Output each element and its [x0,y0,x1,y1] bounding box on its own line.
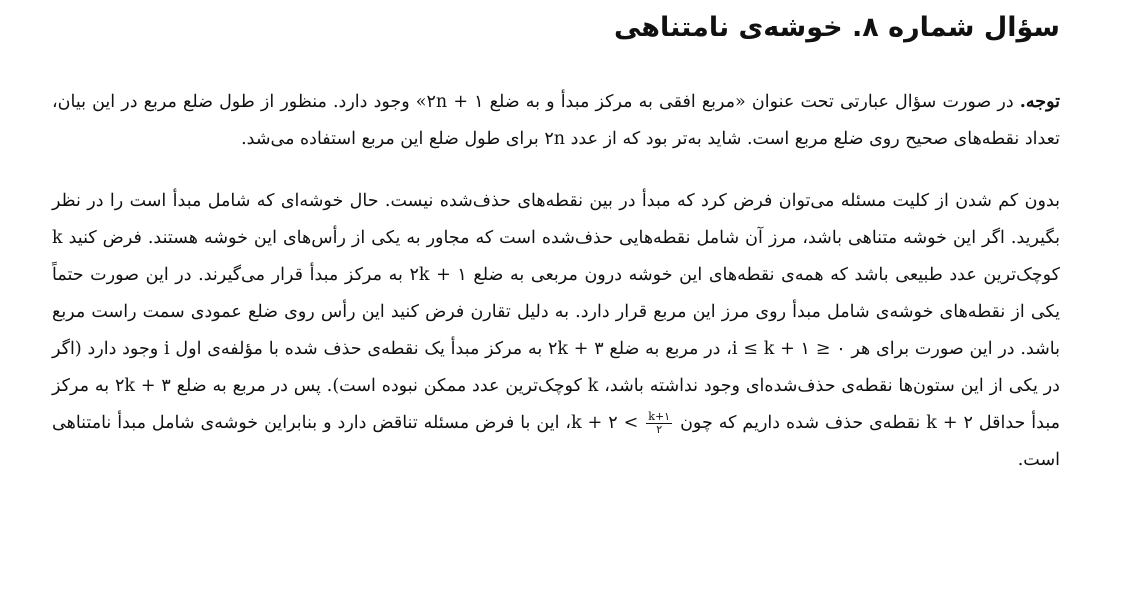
proof-paragraph [52,183,1060,479]
note-paragraph [52,84,1060,158]
fraction [646,411,672,436]
document-page [52,0,1060,479]
question-title: سؤال شماره ۸. خوشه‌ی نامتناهی [613,12,1060,43]
proof-text-end: > ۲ + k، این با فرض مسئله تناقض دارد و بنابراین خوشه‌ی شامل مبدأ نامتناهی است. [52,413,1060,470]
fraction-denominator: ۲ [656,423,663,436]
proof-text-main: بدون کم شدن از کلیت مسئله می‌توان فرض کرد که مبدأ در بین نقطه‌های حذف‌شده نیست. حال خوشه‌ای که شامل مبدأ است را در نظر بگیرید. اگر این خوشه متناهی باشد، مرز آن شامل نقطه‌هایی حذف‌شده است که مجاور به یکی از رأس‌های این خوشه هستند. فرض کنید k کوچک‌ترین عدد طبیعی باشد که همه‌ی نقطه‌های این خوشه درون مربعی به ضلع ۱ + ۲k به مرکز مبدأ قرار می‌گیرند. در این صورت حتماً یکی از نقطه‌های خوشه‌ی شامل مبدأ روی مرز این مربع قرار دارد. به دلیل تقارن فرض کنید این رأس روی ضلع عمودی سمت راست مربع باشد. در این صورت برای هر ۰ ≤ i ≤ k + ۱، در مربع به ضلع ۳ + ۲k به مرکز مبدأ یک نقطه‌ی حذف شده با مؤلفه‌ی اول i وجود دارد (اگر در یکی از این ستون‌ها نقطه‌ی حذف‌شده‌ای وجود نداشته باشد، k کوچک‌ترین عدد ممکن نبوده است). پس در مربع به ضلع ۳ + ۲k به مرکز مبدأ حداقل ۲ + k نقطه‌ی حذف شده داریم که چون [52,191,1060,433]
note-label: توجه. [1019,92,1061,112]
note-text: در صورت سؤال عبارتی تحت عنوان «مربع افقی به مرکز مبدأ و به ضلع ۱ + ۲n» وجود دارد. منظور از طول ضلع مربع در این بیان، تعداد نقطه‌های صحیح روی ضلع مربع است. شاید به‌تر بود که از عدد ۲n برای طول ضلع این مربع استفاده می‌شد. [52,92,1060,149]
fraction-numerator: k+۱ [648,410,671,423]
